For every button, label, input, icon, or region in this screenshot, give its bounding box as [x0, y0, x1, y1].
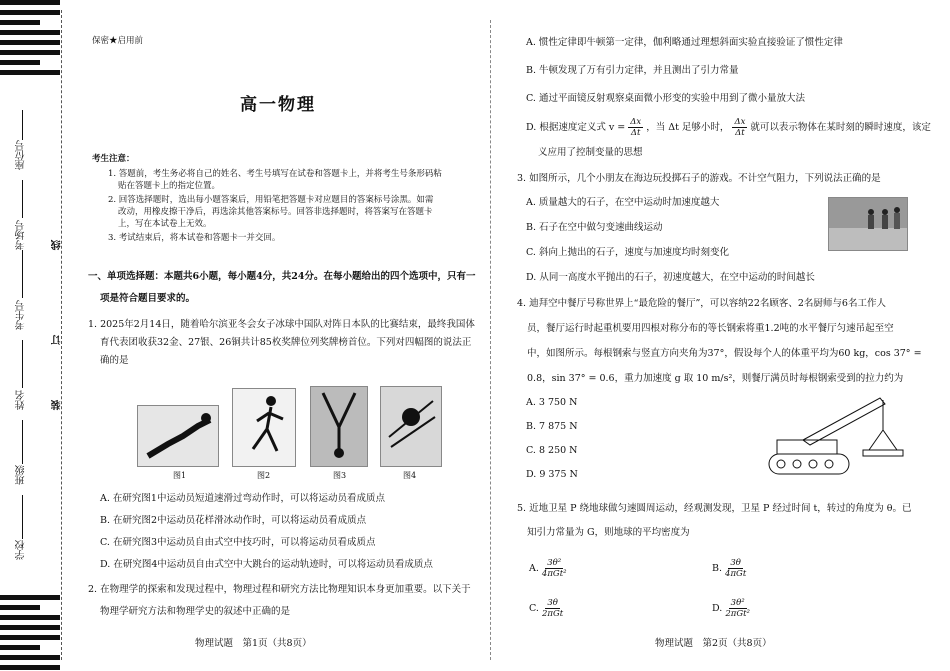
binding-stripe	[0, 615, 60, 620]
figure-3-aerial-skier	[310, 386, 368, 467]
question-2-stem: 2. 在物理学的探索和发现过程中，物理过程和研究方法比物理知识本身更加重要。以下关于 物理学研究方法和物理学史的叙述中正确的是	[88, 584, 471, 617]
binding-stripe	[0, 595, 60, 600]
binding-stripe	[0, 605, 40, 610]
question-5-option-b: B. $\frac{3\theta}{\text{4πGt}}$	[712, 558, 747, 579]
question-1-stem: 1. 2025年2月14日，随着哈尔滨亚冬会女子冰球中国队对阵日本队的比赛结束，最终我国体 育代表团收获32金、27银、26铜共计85枚奖牌位列奖牌榜首位。下列对四幅图的说法正 确的是	[88, 319, 475, 366]
question-5-option-a: A. $\frac{\text{3θ²}}{\text{4πGt²}}$	[529, 558, 567, 579]
binding-stripe	[0, 625, 60, 630]
binding-margin	[0, 0, 70, 671]
candidate-number-label: 考生号	[16, 300, 27, 330]
option-b: B. 牛顿发现了万有引力定律，并且测出了引力常量	[526, 65, 739, 76]
beach-children-photo	[828, 197, 908, 251]
question-1-options	[100, 492, 490, 571]
option-d: D. 9 375 N	[526, 469, 578, 480]
question-3-options	[526, 196, 826, 284]
option-a: A. 质量越大的石子，在空中运动时加速度越大	[526, 197, 720, 208]
exam-room-label: 考场号	[16, 220, 27, 250]
option-a: A. 惯性定律即牛顿第一定律，伽利略通过理想斜面实验直接验证了惯性定律	[526, 37, 843, 48]
option-c: C. 在研究图3中运动员自由式空中技巧时，可以将运动员看成质点	[100, 537, 376, 548]
note-line: 3. 考试结束后，将本试卷和答题卡一并交回。	[108, 233, 281, 243]
crane-diagram	[765, 390, 925, 484]
question-5-option-c: C. $\frac{3\theta}{\text{2πGt}}$	[529, 598, 564, 619]
page-1-footer: 物理试题 第1页（共8页）	[195, 638, 312, 649]
figure-3-caption: 图3	[333, 471, 347, 480]
velocity-fraction: $\frac{\Delta x}{\Delta t}$	[630, 117, 642, 138]
note-line: 贴在答题卡上的指定位置。	[118, 181, 221, 191]
section1-heading: 一、单项选择题：本题共6小题，每小题4分，共24分。在每小题给出的四个选项中，只有一	[88, 271, 476, 282]
option-a: A. 在研究图1中运动员短道速滑过弯动作时，可以将运动员看成质点	[100, 493, 385, 504]
option-c: C. 通过平面镜反射观察桌面微小形变的实验中用到了微小量放大法	[526, 93, 805, 104]
binding-stripe	[0, 635, 60, 640]
name-label: 姓名	[16, 390, 27, 410]
option-d: D. 在研究图4中运动员自由式空中大跳台的运动轨迹时，可以将运动员看成质点	[100, 559, 433, 570]
binding-stripe	[0, 40, 60, 45]
binding-stripe	[0, 70, 60, 75]
note-line: 上，写在本试卷上无效。	[118, 219, 212, 229]
option-d: D. 从同一高度水平抛出的石子，初速度越大，在空中运动的时间越长	[526, 272, 815, 283]
page-divider	[490, 20, 491, 660]
binding-stripe	[0, 30, 60, 35]
question-4-options	[526, 396, 578, 481]
binding-mark-bind: 装	[52, 400, 63, 410]
figure-2-caption: 图2	[257, 471, 271, 480]
option-c: C. 8 250 N	[526, 445, 578, 456]
notes	[108, 168, 483, 244]
binding-mark-staple: 订	[52, 335, 63, 345]
notes-heading: 考生注意：	[92, 154, 135, 164]
option-b: B. 在研究图2中运动员花样滑冰动作时，可以将运动员看成质点	[100, 515, 367, 526]
section1-heading-cont: 项是符合题目要求的。	[100, 293, 196, 304]
binding-stripe	[0, 20, 40, 25]
binding-stripe	[0, 665, 60, 670]
note-line: 改动，用橡皮擦干净后，再选涂其他答案标号。回答非选择题时，将答案写在答题卡	[118, 207, 433, 217]
question-5-stem: 5. 近地卫星 P 绕地球做匀速圆周运动，经观测发现，卫星 P 经过时间 t，转过的角度为 θ。已 知引力常量为 G，则地球的平均密度为	[517, 503, 912, 538]
option-b: B. 石子在空中做匀变速曲线运动	[526, 222, 663, 233]
velocity-fraction-2: $\frac{\Delta x}{\Delta t}$	[734, 117, 746, 138]
question-5-option-d: D. $\frac{\text{3θ²}}{\text{2πGt²}}$	[712, 598, 750, 619]
binding-stripe	[0, 0, 60, 5]
option-a: A. 3 750 N	[526, 397, 578, 408]
secrecy-mark: 保密★启用前	[92, 36, 144, 46]
question-3-stem: 3. 如图所示，几个小朋友在海边玩投掷石子的游戏。不计空气阻力，下列说法正确的是	[517, 173, 881, 184]
question-4-stem: 4. 迪拜空中餐厅号称世界上“最危险的餐厅”，可以容纳22名顾客、2名厨师与6名工作人 员，餐厅运行时起重机要用四根对称分布的等长钢索将重1.2吨的水平餐厅匀速吊起至空 中，如图所示。每根钢索与竖直方向夹角为37°，假设每个人的体重平均为60 kg，cos 37° = 0.8，sin 37° = 0.6，重力加速度 g 取 10 m/s²，则餐厅满员时每根钢索受到的拉力约为	[517, 298, 922, 384]
class-label: 班级	[16, 465, 27, 485]
binding-stripe	[0, 50, 60, 55]
figure-1-caption: 图1	[173, 471, 187, 480]
page-2-footer: 物理试题 第2页（共8页）	[655, 638, 772, 649]
option-d: D. 根据速度定义式 v = $\frac{\Delta x}{\Delta t}$ ，当 Δt 足够小时， $\frac{\Delta x}{\Delta t}$ 就可以表示物体在某时刻的瞬时速度，该定	[526, 117, 931, 138]
option-b: B. 7 875 N	[526, 421, 578, 432]
figure-4-big-air-skier	[380, 386, 442, 467]
binding-stripe	[0, 645, 40, 650]
page-title: 高一物理	[240, 95, 316, 115]
note-line: 2. 回答选择题时，选出每小题答案后，用铅笔把答题卡对应题目的答案标号涂黑。如需	[108, 195, 434, 205]
binding-stripe	[0, 60, 40, 65]
figure-1-speed-skater	[137, 405, 219, 467]
binding-mark-line: 线	[52, 240, 63, 250]
binding-stripe	[0, 655, 60, 660]
option-c: C. 斜向上抛出的石子，速度与加速度均时刻变化	[526, 247, 729, 258]
binding-stripe	[0, 10, 60, 15]
seat-number-label: 座位号	[16, 140, 27, 170]
note-line: 1. 答题前，考生务必将自己的姓名、考生号填写在试卷和答题卡上，并将考生号条形码粘	[108, 169, 442, 179]
question-2-options: A. 惯性定律即牛顿第一定律，伽利略通过理想斜面实验直接验证了惯性定律 B. 牛顿发现了万有引力定律，并且测出了引力常量 C. 通过平面镜反射观察桌面微小形变的实验中用到了微小量放大法 D. 根据速度定义式 v = $\frac{\Delta x}{\Delta t}$ ，当 Δt 足够小时， $\frac{\Delta x}{\Delta t}$ 就可以表示物体在某时刻的瞬时速度，该定 义应用了控制变量的思想	[526, 37, 931, 158]
figure-4-caption: 图4	[403, 471, 417, 480]
figure-2-figure-skater	[232, 388, 296, 467]
school-label: 学校	[16, 540, 27, 560]
